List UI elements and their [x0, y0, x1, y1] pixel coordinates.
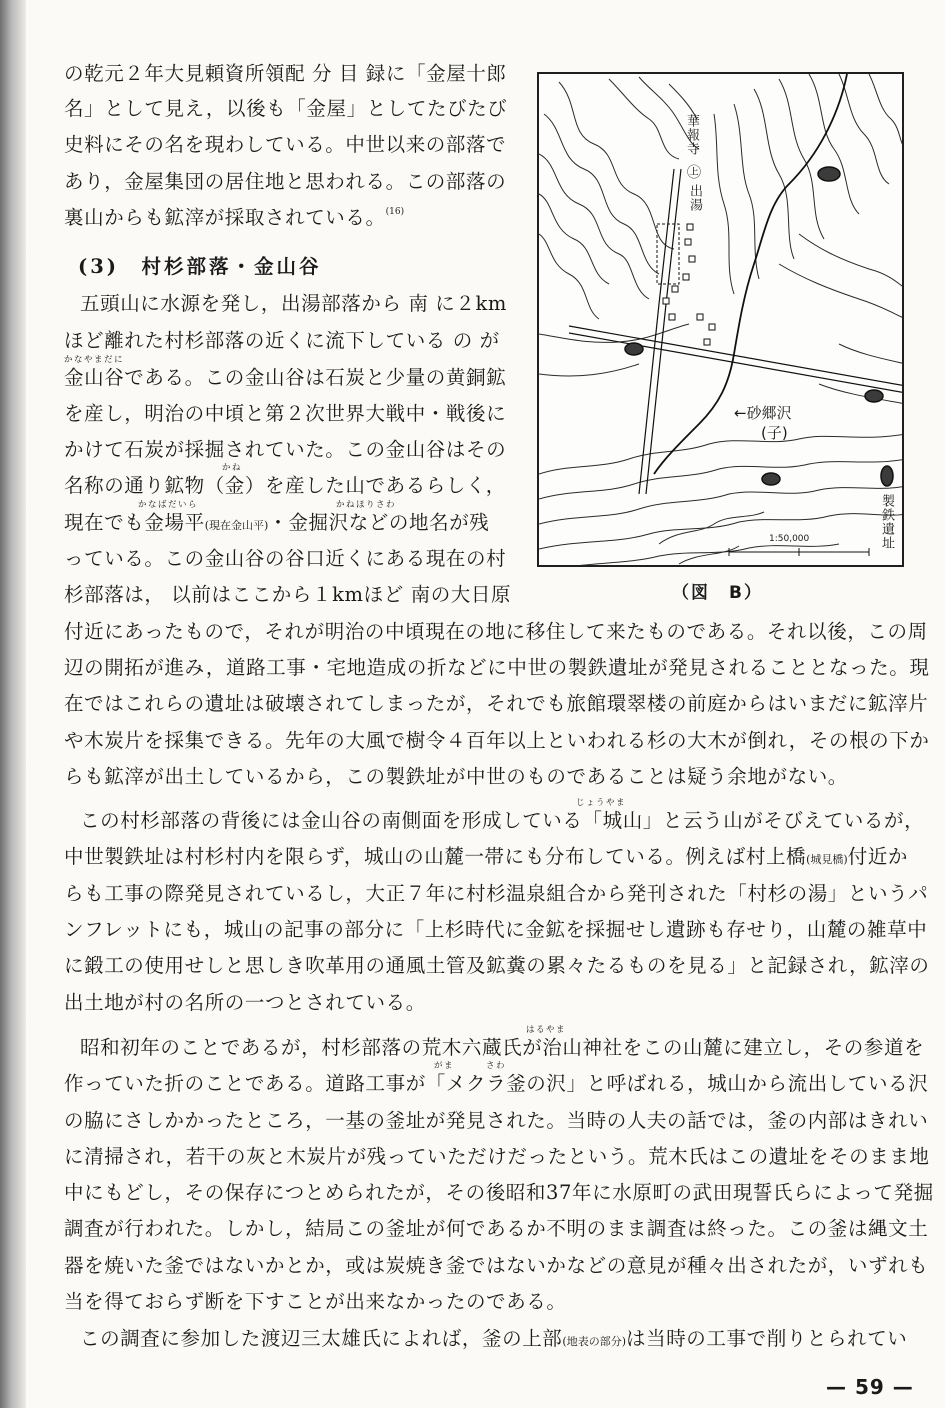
label-deyu: 出湯	[687, 184, 702, 212]
text-line	[64, 845, 908, 872]
text-line-part: 付近か	[847, 845, 909, 868]
text-line-content: 裏山からも鉱滓が採取されている。	[64, 206, 386, 229]
text-line: 出土地が村の名所の一つとされている。	[64, 991, 426, 1014]
legend-label: 製鉄遺址	[879, 494, 894, 550]
text-line: に鍛工の使用せしと思しき吹革用の通風土管及鉱糞の累々たるものを見る」と記録され，鉱滓の	[64, 954, 930, 977]
text-line: かけて石炭が採掘されていた。この金山谷はその	[64, 438, 507, 461]
section-heading: (3) 村杉部落・金山谷	[78, 255, 322, 278]
text-line: に清掃され，若干の灰と木炭片が残っていただけだったという。荒木氏はこの遺址をそのまま地	[64, 1145, 930, 1168]
text-line: 史料にその名を現わしている。中世以来の部落で	[64, 133, 507, 156]
text-line-part: 中世製鉄址は村杉村内を限らず，城山の山麓一帯にも分布している。例えば村上橋	[64, 845, 807, 868]
text-line: らも鉱滓が出土しているから，この製鉄址が中世のものであることは疑う余地がない。	[64, 765, 848, 788]
text-line: 作っていた折のことである。道路工事が「メクラ釜の沢」と呼ばれる，城山から流出している沢	[64, 1072, 929, 1095]
text-line: っている。この金山谷の谷口近くにある現在の村	[64, 547, 507, 570]
ruby: さわ	[486, 1061, 507, 1071]
text-line: 調査が行われた。しかし，結局この釜址が何であるか不明のまま調査は終った。この釜は縄文土	[64, 1217, 929, 1240]
text-line: 杉部落は， 以前はここから１kmほど 南の大日原	[64, 583, 512, 606]
ruby: はるやま	[526, 1025, 567, 1035]
text-line: を産し，明治の中頃と第２次世界大戦中・戦後に	[64, 402, 507, 425]
text-line	[80, 1327, 907, 1354]
text-line-part: は当時の工事で削りとられてい	[626, 1327, 908, 1350]
text-line: この村杉部落の背後には金山谷の南側面を形成している「城山」と云う山がそびえているが，	[80, 809, 925, 832]
ruby: じょうやま	[576, 798, 627, 808]
small-note: (地表の部分)	[562, 1335, 626, 1348]
contour-lines	[539, 74, 904, 567]
label-sagou: ←砂郷沢	[734, 404, 792, 422]
text-line: あり，金屋集団の居住地と思われる。この部落の	[64, 170, 507, 193]
iron-site-markers	[625, 167, 893, 486]
label-sagou-paren: (子)	[761, 424, 788, 442]
text-line: の脇にさしかかったところ，一基の釜址が発見された。当時の人夫の話では，釜の内部はきれい	[64, 1109, 929, 1132]
text-line	[64, 511, 489, 538]
text-line: 名」として見え，以後も「金屋」としてたびたび	[64, 97, 508, 120]
text-line: 昭和初年のことであるが，村杉部落の荒木六蔵氏が治山神社をこの山麓に建立し，その参道を	[80, 1036, 925, 1059]
text-line-part: 現在でも金場平	[64, 511, 205, 534]
road	[639, 169, 674, 494]
text-line: 中にもどし，その保存につとめられたが，その後昭和37年に水原町の武田現誓氏らによって発掘	[64, 1181, 934, 1204]
text-line: 在ではこれらの遺址は破壊されてしまったが，それでも旅館環翠楼の前庭からはいまだに鉱滓片	[64, 692, 929, 715]
text-line: の乾元２年大見頼資所領配 分 目 録に「金屋十郎	[64, 62, 507, 85]
small-note: (城見橋)	[806, 853, 848, 866]
text-line: らも工事の際発見されているし，大正７年に村杉温泉組合から発刊された「村杉の湯」というパ	[64, 882, 929, 905]
label-temple: 華報寺	[684, 114, 699, 156]
text-line: や木炭片を採集できる。先年の大風で樹令４百年以上といわれる杉の大木が倒れ，その根の下か	[64, 729, 930, 752]
ruby: がま	[434, 1061, 455, 1071]
text-line	[64, 206, 404, 234]
scale-bar	[729, 548, 869, 556]
ruby: かなばだいら	[138, 500, 199, 510]
text-line: 器を焼いた釜ではないかとか，或は炭焼き釜ではないかなどの意見が種々出されたが，いずれも	[64, 1254, 929, 1277]
ruby: かね	[222, 463, 243, 473]
text-line-part: この調査に参加した渡辺三太雄氏によれば，釜の上部	[80, 1327, 563, 1350]
text-line: 辺の開拓が進み，道路工事・宅地造成の折などに中世の製鉄遺址が発見されることとなった。現	[64, 656, 930, 679]
footnote-ref: (16)	[385, 207, 405, 217]
page-number: — 59 —	[826, 1375, 914, 1399]
text-line-part: ・金掘沢などの地名が残	[268, 511, 490, 534]
text-line: 付近にあったもので，それが明治の中頃現在の地に移住して来たものである。それ以後，この周	[64, 620, 928, 643]
contour-map	[539, 74, 904, 567]
text-line: 五頭山に水源を発し，出湯部落から 南 に２km	[80, 292, 508, 315]
figure-map	[537, 72, 904, 567]
label-marker: ㊤	[687, 165, 701, 181]
text-line: 当を得ておらず断を下すことが出来なかったのである。	[64, 1290, 567, 1313]
ruby: かねほりさわ	[336, 500, 397, 510]
text-line: 名称の通り鉱物（金）を産した山であるらしく，	[64, 474, 506, 497]
text-line: ほど離れた村杉部落の近くに流下している の が	[64, 329, 500, 352]
scale-label: 1:50,000	[769, 534, 810, 544]
small-note: (現在金山平)	[204, 519, 269, 532]
text-line: 金山谷である。この金山谷は石炭と少量の黄銅鉱	[64, 366, 507, 389]
text-line: ンフレットにも，城山の記事の部分に「上杉時代に金鉱を採掘せし遺跡も存せり，山麓の雑草中	[64, 918, 928, 941]
ruby: かなやまだに	[64, 355, 125, 365]
figure-caption: （図 B）	[672, 583, 763, 603]
